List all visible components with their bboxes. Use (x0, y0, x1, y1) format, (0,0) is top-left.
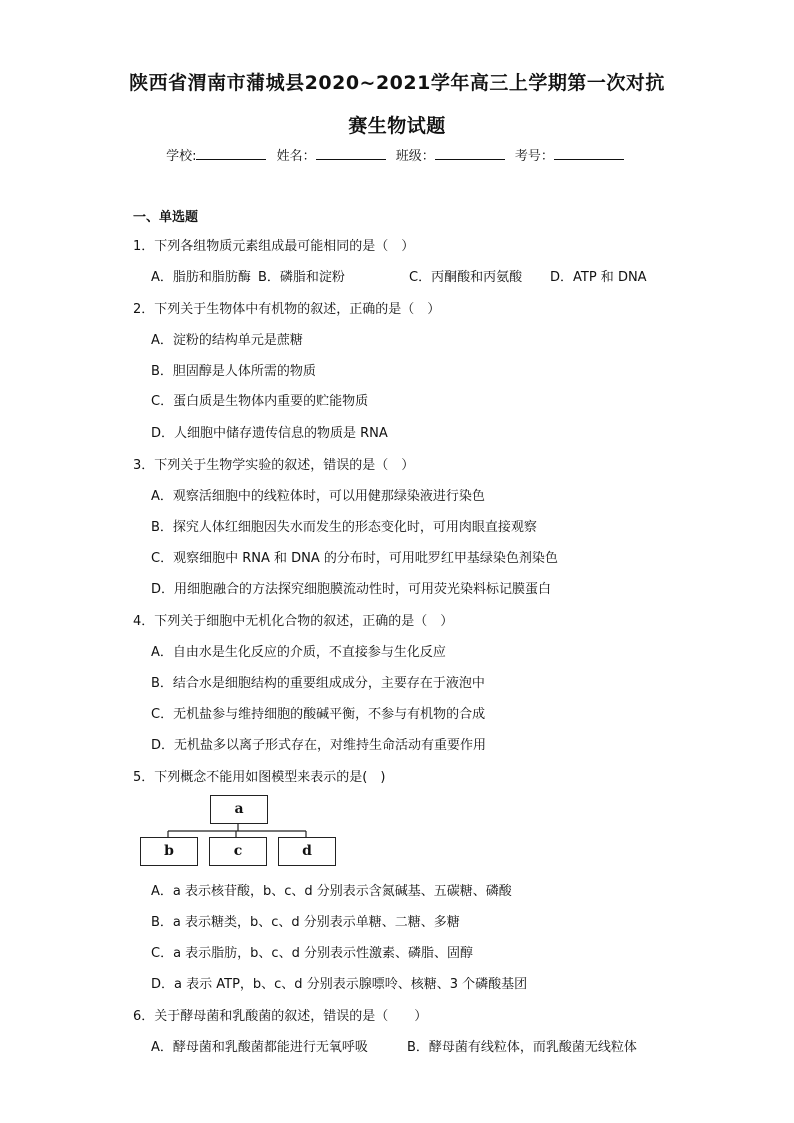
question-5-stem: 5．下列概念不能用如图模型来表示的是( ) (133, 770, 386, 785)
q1-option-b: B．磷脂和淀粉 (258, 270, 345, 285)
section-heading: 一、单选题 (133, 210, 199, 225)
question-2-stem: 2．下列关于生物体中有机物的叙述，正确的是（ ） (133, 302, 441, 317)
question-4-stem: 4．下列关于细胞中无机化合物的叙述，正确的是（ ） (133, 614, 454, 629)
q2-option-c: C．蛋白质是生物体内重要的贮能物质 (151, 394, 369, 409)
q5-option-c: C．a 表示脂肪，b、c、d 分别表示性激素、磷脂、固醇 (151, 946, 473, 961)
diagram-node-a: a (210, 795, 268, 824)
question-6-stem: 6．关于酵母菌和乳酸菌的叙述，错误的是（ ） (133, 1009, 428, 1024)
diagram-node-d: d (278, 837, 336, 866)
q4-option-a: A．自由水是生化反应的介质，不直接参与生化反应 (151, 645, 446, 660)
question-1-stem: 1．下列各组物质元素组成最可能相同的是（ ） (133, 239, 415, 254)
exam-number-field[interactable] (554, 147, 624, 160)
q5-option-b: B．a 表示糖类，b、c、d 分别表示单糖、二糖、多糖 (151, 915, 460, 930)
q5-option-d: D．a 表示 ATP，b、c、d 分别表示腺嘌呤、核糖、3 个磷酸基团 (151, 977, 528, 992)
q6-option-b: B．酵母菌有线粒体，而乳酸菌无线粒体 (407, 1040, 637, 1055)
exam-number-label: 考号： (514, 149, 554, 164)
school-label: 学校: (166, 149, 197, 164)
q2-option-b: B．胆固醇是人体所需的物质 (151, 364, 316, 379)
student-info-row (0, 145, 794, 164)
page-title-line2: 赛生物试题 (348, 115, 446, 137)
q3-option-c: C．观察细胞中 RNA 和 DNA 的分布时，可用吡罗红甲基绿染色剂染色 (151, 551, 558, 566)
q1-option-c: C．丙酮酸和丙氨酸 (409, 270, 523, 285)
page-title-line1: 陕西省渭南市蒲城县2020~2021学年高三上学期第一次对抗 (129, 72, 665, 94)
concept-model-diagram (138, 795, 338, 867)
q1-option-d: D．ATP 和 DNA (550, 270, 647, 285)
q5-option-a: A．a 表示核苷酸，b、c、d 分别表示含氮碱基、五碳糖、磷酸 (151, 884, 512, 899)
q4-option-b: B．结合水是细胞结构的重要组成成分，主要存在于液泡中 (151, 676, 485, 691)
q2-option-d: D．人细胞中储存遗传信息的物质是 RNA (151, 426, 388, 441)
q6-option-a: A．酵母菌和乳酸菌都能进行无氧呼吸 (151, 1040, 368, 1055)
class-field[interactable] (435, 147, 505, 160)
school-field[interactable] (196, 147, 266, 160)
q4-option-c: C．无机盐参与维持细胞的酸碱平衡，不参与有机物的合成 (151, 707, 486, 722)
q3-option-a: A．观察活细胞中的线粒体时，可以用健那绿染液进行染色 (151, 489, 485, 504)
q3-option-b: B．探究人体红细胞因失水而发生的形态变化时，可用肉眼直接观察 (151, 520, 537, 535)
diagram-node-c: c (209, 837, 267, 866)
name-label: 姓名： (276, 149, 316, 164)
q2-option-a: A．淀粉的结构单元是蔗糖 (151, 333, 303, 348)
name-field[interactable] (316, 147, 386, 160)
q4-option-d: D．无机盐多以离子形式存在，对维持生命活动有重要作用 (151, 738, 487, 753)
class-label: 班级： (395, 149, 435, 164)
q1-option-a: A．脂肪和脂肪酶 (151, 270, 251, 285)
q3-option-d: D．用细胞融合的方法探究细胞膜流动性时，可用荧光染料标记膜蛋白 (151, 582, 552, 597)
question-3-stem: 3．下列关于生物学实验的叙述，错误的是（ ） (133, 458, 415, 473)
diagram-node-b: b (140, 837, 198, 866)
